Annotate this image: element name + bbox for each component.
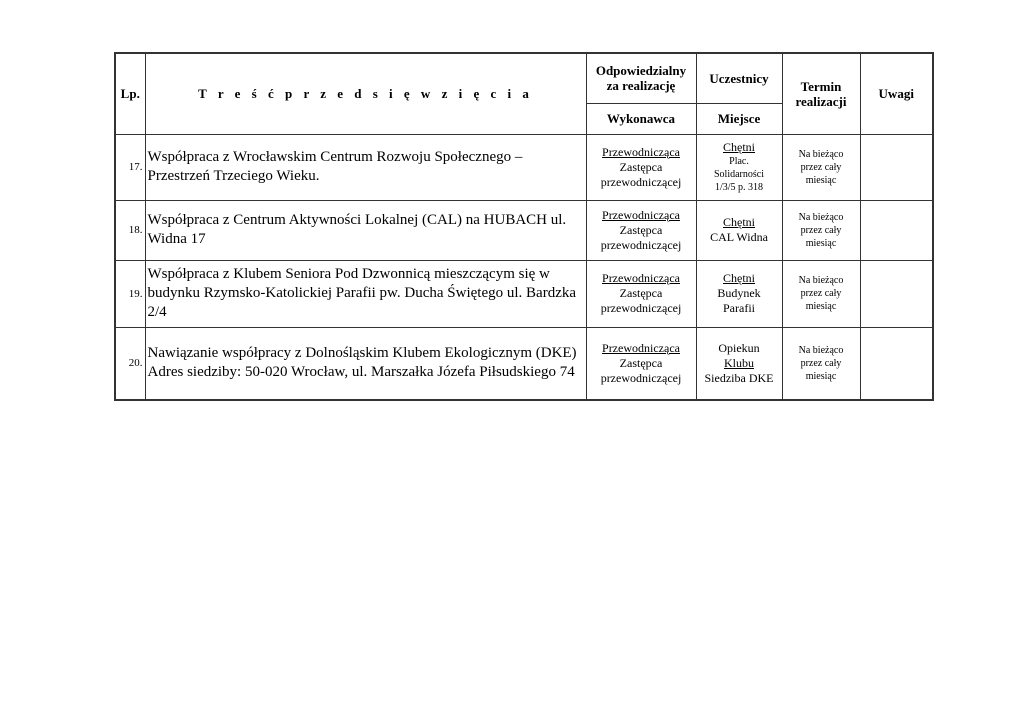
row-uwagi xyxy=(860,260,933,327)
termin-line: przez cały xyxy=(800,224,842,236)
row-tresc: Nawiązanie współpracy z Dolnośląskim Klubem Ekologicznym (DKE) Adres siedziby: 50-020 Wrocław, ul. Marszałka Józefa Piłsudskiego 74 xyxy=(145,327,586,400)
miejsce-line: 1/3/5 p. 318 xyxy=(714,182,764,193)
termin-line: miesiąc xyxy=(805,237,837,249)
miejsce-line: Chętni xyxy=(723,271,755,285)
row-lp: 20. xyxy=(115,327,145,400)
header-wykonawca: Wykonawca xyxy=(586,103,696,134)
row-termin xyxy=(782,327,860,400)
wykonawca-line: przewodniczącej xyxy=(600,174,682,189)
termin-line: Na bieżąco xyxy=(798,148,844,160)
row-uwagi xyxy=(860,200,933,260)
row-miejsce xyxy=(696,200,782,260)
miejsce-line: Plac. xyxy=(729,156,749,167)
row-uwagi xyxy=(860,134,933,200)
row-lp: 18. xyxy=(115,200,145,260)
header-termin: Termin realizacji xyxy=(782,53,860,134)
table-row xyxy=(115,327,933,400)
row-miejsce xyxy=(696,327,782,400)
wykonawca-line: Zastępca xyxy=(619,355,663,370)
termin-line: miesiąc xyxy=(805,174,837,186)
table-row xyxy=(115,134,933,200)
row-miejsce xyxy=(696,260,782,327)
row-tresc: Współpraca z Wrocławskim Centrum Rozwoju Społecznego – Przestrzeń Trzeciego Wieku. xyxy=(145,134,586,200)
termin-line: Na bieżąco xyxy=(798,275,844,286)
wykonawca-line: Przewodnicząca xyxy=(602,271,680,285)
row-termin xyxy=(782,260,860,327)
miejsce-line: Solidarności xyxy=(714,169,764,180)
row-lp: 19. xyxy=(115,260,145,327)
miejsce-line: Budynek xyxy=(717,286,761,300)
miejsce-line: Opiekun xyxy=(718,340,760,355)
miejsce-line: Chętni xyxy=(723,140,755,154)
header-uwagi: Uwagi xyxy=(860,53,933,134)
row-lp: 17. xyxy=(115,134,145,200)
row-tresc: Współpraca z Centrum Aktywności Lokalnej (CAL) na HUBACH ul. Widna 17 xyxy=(145,200,586,260)
wykonawca-line: przewodniczącej xyxy=(600,370,682,385)
row-termin xyxy=(782,200,860,260)
wykonawca-line: przewodniczącej xyxy=(600,237,682,252)
miejsce-line: Chętni xyxy=(723,215,755,229)
miejsce-line: Siedziba DKE xyxy=(704,370,774,385)
termin-line: przez cały xyxy=(800,161,842,173)
row-termin xyxy=(782,134,860,200)
header-odpowiedzialny: Odpowiedzialny za realizację xyxy=(586,53,696,103)
wykonawca-line: przewodniczącej xyxy=(600,301,682,315)
termin-line: przez cały xyxy=(800,288,842,299)
table-row xyxy=(115,260,933,327)
row-wykonawca xyxy=(586,260,696,327)
termin-line: miesiąc xyxy=(805,370,837,382)
header-tresc: T r e ś ć p r z e d s i ę w z i ę c i a xyxy=(145,53,586,134)
row-tresc: Współpraca z Klubem Seniora Pod Dzwonnicą mieszczącym się w budynku Rzymsko-Katolickiej Parafii pw. Ducha Świętego ul. Bardzka 2/4 xyxy=(145,260,586,327)
termin-line: przez cały xyxy=(800,357,842,369)
header-lp: Lp. xyxy=(115,53,145,134)
row-wykonawca xyxy=(586,327,696,400)
termin-line: miesiąc xyxy=(805,301,837,312)
wykonawca-line: Zastępca xyxy=(619,222,663,237)
table-row xyxy=(115,200,933,260)
miejsce-line: CAL Widna xyxy=(710,230,768,244)
header-uczestnicy: Uczestnicy xyxy=(696,53,782,103)
row-wykonawca xyxy=(586,200,696,260)
header-miejsce: Miejsce xyxy=(696,103,782,134)
wykonawca-line: Przewodnicząca xyxy=(602,144,680,159)
wykonawca-line: Zastępca xyxy=(619,286,663,300)
row-uwagi xyxy=(860,327,933,400)
plan-table xyxy=(114,52,934,401)
termin-line: Na bieżąco xyxy=(798,344,844,356)
miejsce-line: Parafii xyxy=(723,301,755,315)
header-row xyxy=(115,53,933,103)
miejsce-line: Klubu xyxy=(724,355,754,370)
row-miejsce xyxy=(696,134,782,200)
row-wykonawca xyxy=(586,134,696,200)
wykonawca-line: Przewodnicząca xyxy=(602,340,680,355)
wykonawca-line: Zastępca xyxy=(619,159,663,174)
termin-line: Na bieżąco xyxy=(798,211,844,223)
wykonawca-line: Przewodnicząca xyxy=(602,207,680,222)
